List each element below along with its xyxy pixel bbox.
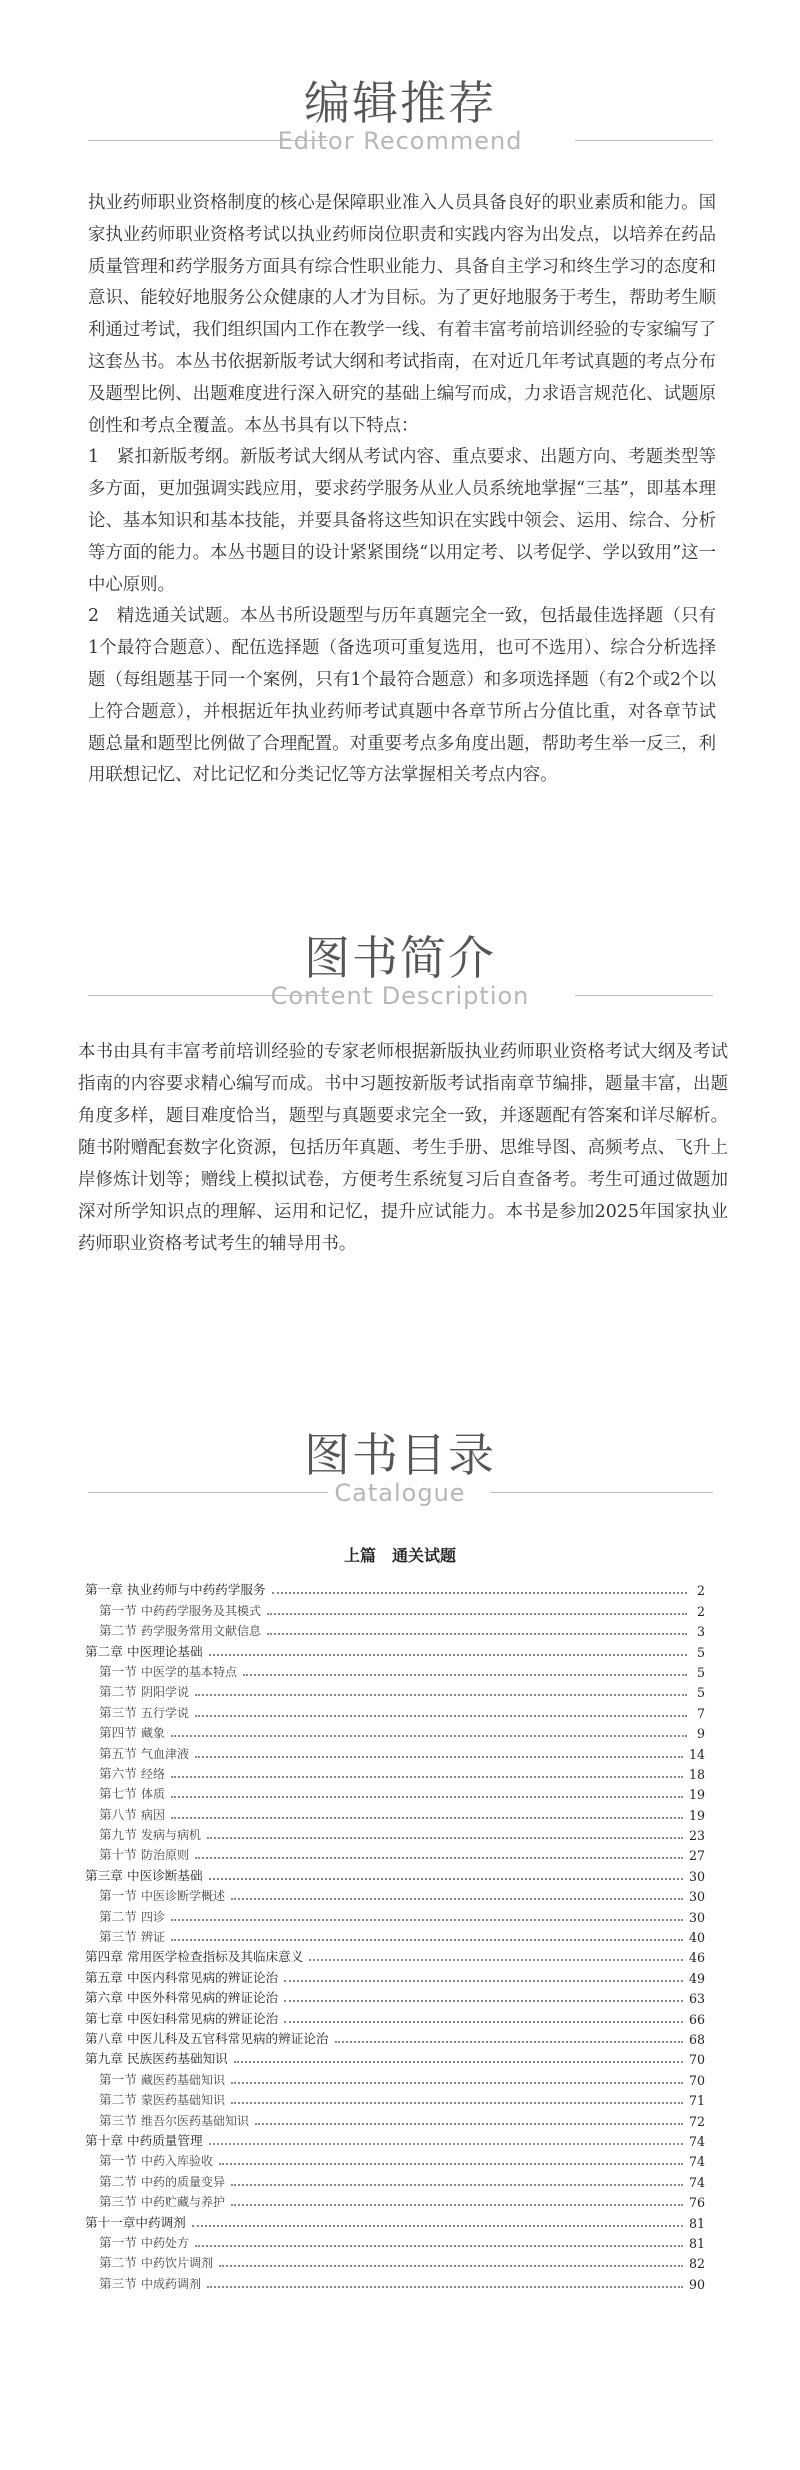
toc-entry-title: 中医外科常见病的辨证论治 (127, 1990, 279, 2006)
toc-entry-page: 30 (688, 1868, 705, 1884)
toc-leader-dots (231, 2184, 683, 2186)
toc-entry-page: 49 (688, 1970, 705, 1986)
toc-leader-dots (267, 1613, 687, 1615)
toc-section-row (85, 1823, 705, 1843)
toc-leader-dots (209, 1654, 687, 1656)
toc-entry-title: 常用医学检查指标及其临床意义 (127, 1949, 304, 1965)
toc-entry-title: 阴阳学说 (141, 1685, 190, 1700)
toc-entry-title: 民族医药基础知识 (127, 2051, 228, 2067)
toc-entry-title: 中医儿科及五官科常见病的辨证论治 (127, 2030, 329, 2046)
catalogue-header (0, 1427, 800, 1507)
toc-chapter-row (85, 2027, 705, 2047)
toc-entry-page: 82 (688, 2256, 705, 2272)
toc-entry-title: 维吾尔医药基础知识 (141, 2113, 250, 2128)
toc-entry-label (85, 1906, 165, 1925)
toc-entry-title: 藏医药基础知识 (141, 2072, 226, 2087)
toc-entry-label (85, 1641, 203, 1660)
toc-leader-dots (209, 1878, 683, 1880)
toc-chapter-row (85, 2047, 705, 2067)
toc-section-row (85, 1660, 705, 1680)
toc-entry-page: 74 (688, 2174, 705, 2190)
toc-entry-number: 第十一章 (85, 2214, 136, 2230)
toc-entry-page: 19 (688, 1787, 705, 1803)
toc-chapter-row (85, 1965, 705, 1985)
toc-entry-page: 19 (688, 1807, 705, 1823)
toc-entry-label (85, 2232, 189, 2251)
toc-section-row (85, 1925, 705, 1945)
toc-section-row (85, 2190, 705, 2210)
toc-entry-label (85, 2069, 225, 2088)
toc-leader-dots (234, 2061, 683, 2063)
toc-entry-title: 中医诊断基础 (127, 1867, 203, 1883)
toc-entry-page: 81 (688, 2215, 705, 2231)
toc-entry-label (85, 1743, 189, 1762)
toc-leader-dots (209, 2143, 683, 2145)
toc-section-row (85, 2251, 705, 2271)
toc-leader-dots (231, 2102, 683, 2104)
toc-entry-label (85, 1600, 261, 1619)
toc-leader-dots (207, 1837, 683, 1839)
toc-leader-dots (309, 1959, 683, 1961)
toc-leader-dots (171, 1735, 687, 1737)
content-description-title: 图书简介 (304, 931, 496, 985)
toc-entry-label (85, 2130, 203, 2149)
toc-entry-number: 第四章 (85, 1949, 123, 1965)
editor-recommend-subtitle: Editor Recommend (277, 127, 523, 155)
toc-entry-number: 第一节 (99, 1602, 137, 1618)
toc-section-row (85, 1598, 705, 1618)
toc-leader-dots (195, 1715, 687, 1717)
toc-entry-title: 中医理论基础 (127, 1643, 203, 1659)
toc-entry-page: 81 (688, 2235, 705, 2251)
toc-entry-number: 第九节 (99, 1827, 137, 1843)
toc-entry-title: 四诊 (141, 1909, 166, 1924)
toc-entry-number: 第十章 (85, 2132, 123, 2148)
toc-entry-label (85, 1967, 278, 1986)
toc-entry-number: 第六节 (99, 1765, 137, 1781)
toc-entry-number: 第二节 (99, 2255, 137, 2271)
toc-entry-page: 5 (696, 1664, 705, 1680)
toc-entry-label (85, 2212, 186, 2231)
toc-entry-label (85, 1926, 165, 1945)
toc-entry-title: 藏象 (141, 1726, 166, 1741)
toc-leader-dots (284, 2000, 683, 2002)
toc-leader-dots (195, 1694, 687, 1696)
toc-entry-page: 40 (688, 1930, 705, 1946)
toc-entry-label (85, 1722, 165, 1741)
catalogue-title: 图书目录 (304, 1428, 496, 1482)
toc-entry-title: 病因 (141, 1807, 166, 1822)
toc-section-row (85, 2231, 705, 2251)
toc-entry-number: 第五章 (85, 1969, 123, 1985)
toc-leader-dots (171, 1776, 683, 1778)
toc-entry-label (85, 2048, 228, 2067)
toc-entry-label (85, 1702, 189, 1721)
toc-entry-page: 74 (688, 2133, 705, 2149)
toc-entry-number: 第三章 (85, 1867, 123, 1883)
toc-entry-title: 中药药学服务及其模式 (141, 1603, 262, 1618)
toc-leader-dots (192, 2225, 683, 2227)
toc-entry-label (85, 2089, 225, 2108)
toc-entry-label (85, 1844, 189, 1863)
toc-entry-page: 3 (696, 1624, 705, 1640)
toc-entry-title: 药学服务常用文献信息 (141, 1624, 262, 1639)
toc-entry-label (85, 1987, 278, 2006)
toc-leader-dots (231, 1898, 683, 1900)
toc-entry-title: 中药调剂 (135, 2214, 186, 2230)
toc-entry-number: 第四节 (99, 1725, 137, 1741)
toc-chapter-row (85, 2006, 705, 2026)
toc-entry-page: 72 (688, 2113, 705, 2129)
toc-entry-label (85, 1865, 203, 1884)
toc-entry-number: 第一节 (99, 2071, 137, 2087)
toc-section-row (85, 1762, 705, 1782)
toc-entry-page: 70 (688, 2052, 705, 2068)
toc-entry-label (85, 2191, 225, 2210)
toc-entry-page: 63 (688, 1991, 705, 2007)
toc-leader-dots (171, 1796, 683, 1798)
toc-leader-dots (195, 1756, 683, 1758)
toc-entry-number: 第七节 (99, 1786, 137, 1802)
toc-entry-title: 经络 (141, 1766, 166, 1781)
toc-entry-page: 68 (688, 2031, 705, 2047)
toc-section-row (85, 1700, 705, 1720)
toc-entry-number: 第三节 (99, 2112, 137, 2128)
toc-entry-number: 第三节 (99, 1704, 137, 1720)
toc-entry-page: 30 (688, 1889, 705, 1905)
editor-recommend-header (0, 75, 800, 155)
toc-entry-page: 7 (696, 1705, 705, 1721)
toc-leader-dots (284, 2021, 683, 2023)
toc-entry-page: 18 (688, 1766, 705, 1782)
toc-entry-number: 第三节 (99, 2194, 137, 2210)
toc-entry-title: 执业药师与中药药学服务 (127, 1582, 266, 1598)
content-description-header (0, 930, 800, 1010)
toc-entry-title: 辨证 (141, 1930, 166, 1945)
toc-entry-page: 14 (688, 1746, 705, 1762)
toc-entry-title: 防治原则 (141, 1848, 190, 1863)
toc-entry-title: 体质 (141, 1787, 166, 1802)
toc-entry-label (85, 1579, 266, 1598)
toc-entry-page: 30 (688, 1909, 705, 1925)
toc-entry-title: 中医内科常见病的辨证论治 (127, 1969, 279, 1985)
toc-entry-number: 第八节 (99, 1806, 137, 1822)
toc-entry-title: 中药处方 (141, 2235, 190, 2250)
toc-entry-page: 71 (688, 2093, 705, 2109)
toc-entry-number: 第一节 (99, 1888, 137, 1904)
toc-section-row (85, 2169, 705, 2189)
toc-entry-page: 74 (688, 2154, 705, 2170)
toc-section-row (85, 1904, 705, 1924)
toc-section-row (85, 2067, 705, 2087)
toc-entry-label (85, 1661, 237, 1680)
toc-section-row (85, 1782, 705, 1802)
toc-entry-page: 5 (696, 1644, 705, 1660)
toc-entry-title: 中药的质量变异 (141, 2174, 226, 2189)
toc-entry-number: 第一节 (99, 2153, 137, 2169)
toc-entry-number: 第三节 (99, 2275, 137, 2291)
toc-entry-title: 中药饮片调剂 (141, 2256, 214, 2271)
toc-entry-title: 中医妇科常见病的辨证论治 (127, 2010, 279, 2026)
toc-entry-number: 第五节 (99, 1745, 137, 1761)
toc-entry-label (85, 2171, 225, 2190)
toc-chapter-row (85, 1578, 705, 1598)
toc-entry-number: 第十节 (99, 1847, 137, 1863)
toc-entry-page: 46 (688, 1950, 705, 1966)
editor-recommend-title: 编辑推荐 (304, 76, 496, 130)
toc-entry-page: 90 (688, 2276, 705, 2292)
toc-chapter-row (85, 1986, 705, 2006)
toc-leader-dots (195, 1857, 683, 1859)
toc-chapter-row (85, 1945, 705, 1965)
toc-entry-number: 第一节 (99, 1663, 137, 1679)
toc-entry-title: 发病与病机 (141, 1828, 202, 1843)
toc-leader-dots (243, 1674, 687, 1676)
toc-entry-number: 第二节 (99, 1623, 137, 1639)
toc-entry-label (85, 2150, 213, 2169)
toc-entry-label (85, 1946, 303, 1965)
toc-entry-label (85, 1885, 225, 1904)
toc-entry-page: 76 (688, 2195, 705, 2211)
part-title: 上篇 通关试题 (343, 1546, 456, 1565)
toc-entry-title: 中医学的基本特点 (141, 1664, 238, 1679)
toc-leader-dots (231, 2204, 683, 2206)
toc-entry-number: 第二节 (99, 2092, 137, 2108)
toc-entry-page: 9 (696, 1726, 705, 1742)
toc-entry-title: 中医诊断学概述 (141, 1889, 226, 1904)
toc-leader-dots (267, 1633, 687, 1635)
toc-entry-number: 第二章 (85, 1643, 123, 1659)
toc-entry-page: 66 (688, 2011, 705, 2027)
toc-leader-dots (195, 2245, 683, 2247)
toc-section-row (85, 2271, 705, 2291)
toc-section-row (85, 1619, 705, 1639)
toc-section-row (85, 1843, 705, 1863)
toc-section-row (85, 1802, 705, 1822)
toc-entry-page: 5 (696, 1685, 705, 1701)
toc-section-row (85, 1680, 705, 1700)
toc-entry-page: 23 (688, 1828, 705, 1844)
toc-leader-dots (207, 2286, 683, 2288)
toc-chapter-row (85, 1639, 705, 1659)
toc-entry-page: 27 (688, 1848, 705, 1864)
content-description-subtitle: Content Description (270, 982, 530, 1010)
toc-entry-label (85, 1620, 261, 1639)
toc-entry-number: 第一章 (85, 1582, 123, 1598)
toc-entry-number: 第七章 (85, 2010, 123, 2026)
toc-entry-page: 70 (688, 2072, 705, 2088)
toc-chapter-row (85, 2129, 705, 2149)
toc-entry-number: 第六章 (85, 1990, 123, 2006)
toc-section-row (85, 1721, 705, 1741)
content-description-text: 本书由具有丰富考前培训经验的专家老师根据新版执业药师职业资格考试大纲及考试指南的内容要求精心编写而成。书中习题按新版考试指南章节编排，题量丰富，出题角度多样，题目难度恰当，题型与真题要求完全一致，并逐题配有答案和详尽解析。随书附赠配套数字化资源，包括历年真题、考生手册、思维导图、高频考点、飞升上岸修炼计划等；赠线上模拟试卷，方便考生系统复习后自查备考。考生可通过做题加深对所学知识点的理解、运用和记忆，提升应试能力。本书是参加2025年国家执业药师职业资格考试考生的辅导用书。 (78, 1042, 728, 1254)
table-of-contents (85, 1578, 705, 2292)
toc-leader-dots (284, 1980, 683, 1982)
toc-leader-dots (171, 1817, 683, 1819)
toc-section-row (85, 1884, 705, 1904)
toc-leader-dots (335, 2041, 683, 2043)
toc-section-row (85, 2149, 705, 2169)
toc-leader-dots (171, 1919, 683, 1921)
toc-entry-number: 第一节 (99, 2234, 137, 2250)
toc-leader-dots (219, 2265, 683, 2267)
toc-entry-number: 第二节 (99, 1684, 137, 1700)
toc-section-row (85, 2108, 705, 2128)
toc-entry-title: 气血津液 (141, 1746, 190, 1761)
toc-section-row (85, 2088, 705, 2108)
toc-entry-label (85, 2028, 329, 2047)
toc-entry-number: 第三节 (99, 1929, 137, 1945)
catalogue-subtitle: Catalogue (334, 1479, 466, 1507)
toc-entry-label (85, 2008, 278, 2027)
toc-leader-dots (219, 2163, 683, 2165)
toc-entry-number: 第八章 (85, 2030, 123, 2046)
toc-entry-page: 2 (696, 1603, 705, 1619)
toc-leader-dots (171, 1939, 683, 1941)
toc-entry-label (85, 2110, 249, 2129)
toc-entry-title: 中药入库验收 (141, 2154, 214, 2169)
toc-entry-label (85, 1763, 165, 1782)
toc-leader-dots (231, 2082, 683, 2084)
editor-recommend-text: 执业药师职业资格制度的核心是保障职业准入人员具备良好的职业素质和能力。国家执业药师职业资格考试以执业药师岗位职责和实践内容为出发点，以培养在药品质量管理和药学服务方面具有综合性职业能力、具备自主学习和终生学习的态度和意识、能较好地服务公众健康的人才为目标。为了更好地服务于考生，帮助考生顺利通过考试，我们组织国内工作在教学一线、有着丰富考前培训经验的专家编写了这套丛书。本丛书依据新版考试大纲和考试指南，在对近几年考试真题的考点分布及题型比例、出题难度进行深入研究的基础上编写而成，力求语言规范化、试题原创性和考点全覆盖。本丛书具有以下特点： 1 紧扣新版考纲。新版考试大纲从考试内容、重点要求、出题方向、考题类型等多方面，更加强调实践应用，要求药学服务从业人员系统地掌握“三基”，即基本理论、基本知识和基本技能，并要具备将这些知识在实践中领会、运用、综合、分析等方面的能力。本丛书题目的设计紧紧围绕“以用定考、以考促学、学以致用”这一中心原则。 2 精选通关试题。本丛书所设题型与历年真题完全一致，包括最佳选择题（只有1个最符合题意）、配伍选择题（备选项可重复选用，也可不选用）、综合分析选择题（每组题基于同一个案例，只有1个最符合题意）和多项选择题（有2个或2个以上符合题意），并根据近年执业药师考试真题中各章节所占分值比重，对各章节试题总量和题型比例做了合理配置。对重要考点多角度出题，帮助考生举一反三，利用联想记忆、对比记忆和分类记忆等方法掌握相关考点内容。 (88, 193, 716, 786)
toc-section-row (85, 1741, 705, 1761)
toc-entry-label (85, 1783, 165, 1802)
toc-entry-label (85, 1681, 189, 1700)
toc-entry-number: 第九章 (85, 2051, 123, 2067)
toc-entry-label (85, 2252, 213, 2271)
toc-entry-label (85, 1824, 201, 1843)
toc-entry-number: 第二节 (99, 1908, 137, 1924)
toc-entry-title: 五行学说 (141, 1705, 190, 1720)
toc-chapter-row (85, 2210, 705, 2230)
toc-chapter-row (85, 1863, 705, 1883)
toc-leader-dots (255, 2123, 683, 2125)
toc-entry-label (85, 2273, 201, 2292)
toc-entry-number: 第二节 (99, 2173, 137, 2189)
toc-entry-label (85, 1804, 165, 1823)
toc-entry-title: 中成药调剂 (141, 2276, 202, 2291)
toc-leader-dots (272, 1592, 687, 1594)
toc-entry-title: 中药质量管理 (127, 2132, 203, 2148)
toc-entry-page: 2 (696, 1583, 705, 1599)
toc-entry-title: 中药贮藏与养护 (141, 2195, 226, 2210)
toc-entry-title: 蒙医药基础知识 (141, 2093, 226, 2108)
